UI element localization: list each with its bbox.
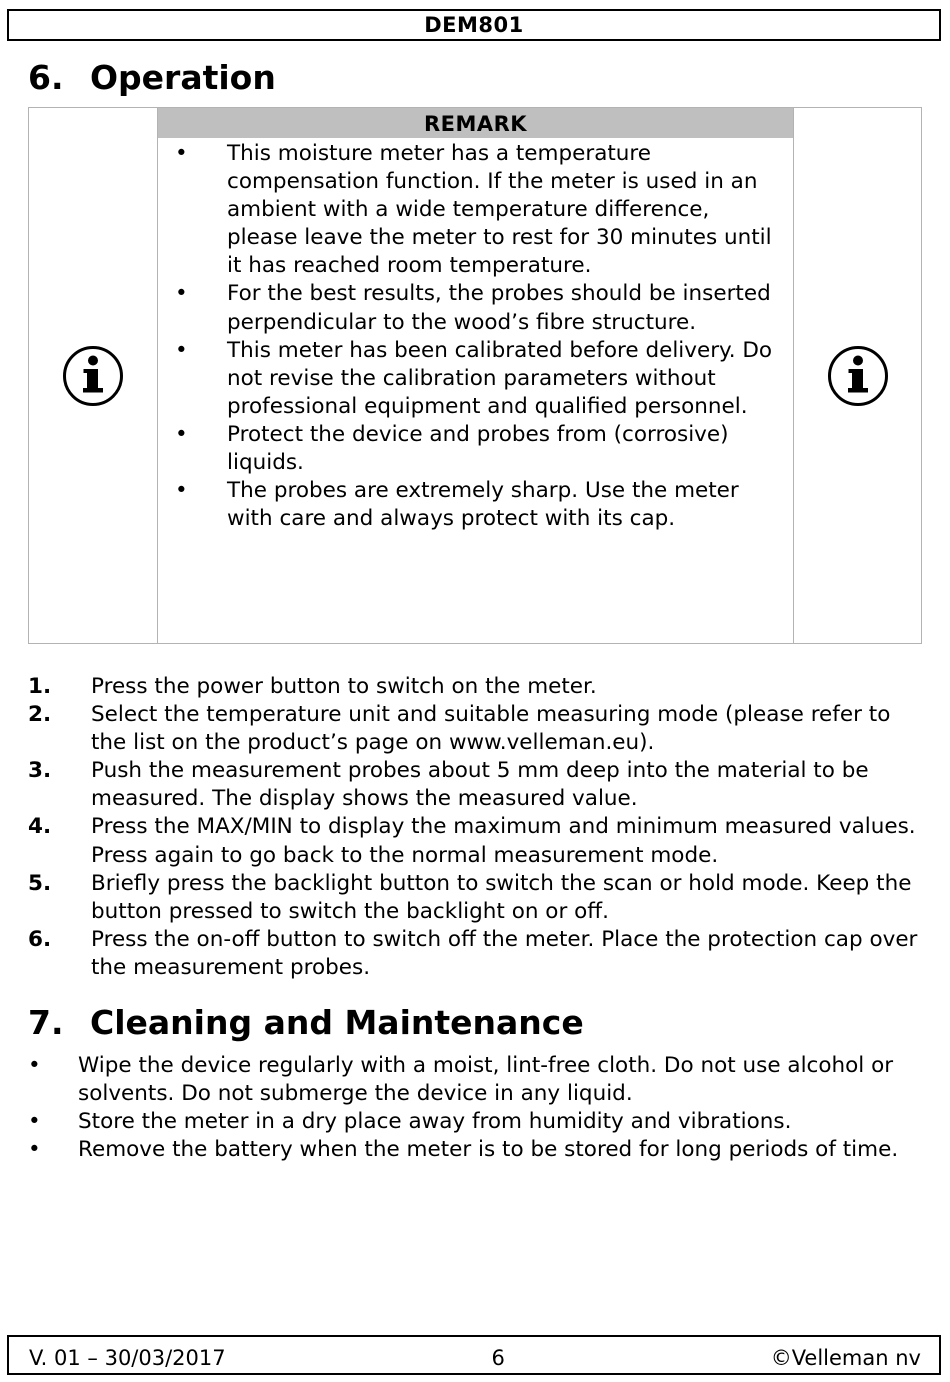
list-item: • This moisture meter has a temperature compensation function. If the meter is used in an ambient with a wide temperature difference, please leave the meter to rest for 30 minutes until it has reached room temperature. [175,141,772,279]
copyright: ©Velleman nv [770,1346,921,1370]
section-number: 6. [28,58,64,97]
info-circle-icon [61,344,125,408]
step-number: 5. [28,870,52,896]
operation-steps [28,673,928,982]
bullet: • [175,281,188,307]
model-name: DEM801 [424,13,524,37]
step-item: 4. Press the MAX/MIN to display the maximum and minimum measured values. Press again to go back to the normal measurement mode. [28,814,916,868]
step-number: 6. [28,926,52,952]
list-item: • The probes are extremely sharp. Use the meter with care and always protect with its cap. [175,478,739,532]
remark-content [158,108,793,643]
list-item: • Store the meter in a dry place away from humidity and vibrations. [28,1108,928,1136]
list-item: • Protect the device and probes from (corrosive) liquids. [175,421,729,476]
section-number: 7. [28,1003,64,1042]
step-number: 1. [28,674,52,699]
step-item: 6. Press the on-off button to switch off the meter. Place the protection cap over the measurement probes. [28,926,918,980]
step-item: 3. Push the measurement probes about 5 mm deep into the material to be measured. The display shows the measured value. [28,758,869,812]
maintenance-list [28,1052,928,1164]
section-title: Cleaning and Maintenance [90,1003,584,1042]
remark-box [28,107,922,644]
bullet: • [175,141,188,166]
bullet: • [175,478,188,504]
step-number: 3. [28,758,52,784]
list-item: • Remove the battery when the meter is to be stored for long periods of time. [28,1136,928,1164]
list-item: • This meter has been calibrated before delivery. Do not revise the calibration parameters without professional equipment and qualified personnel. [175,337,773,419]
step-item: 5. Briefly press the backlight button to switch the scan or hold mode. Keep the button pressed to switch the backlight on or off. [28,870,912,924]
remark-list [158,138,793,533]
page-number: 6 [491,1346,505,1370]
operation-heading [28,58,276,98]
bullet: • [28,1137,41,1163]
remark-right-cell [793,108,921,643]
remark-left-cell [29,108,158,643]
list-item: • For the best results, the probes should be inserted perpendicular to the wood’s fibre structure. [175,281,771,335]
step-item: 2. Select the temperature unit and suitable measuring mode (please refer to the list on the product’s page on www.velleman.eu). [28,702,891,756]
step-number: 4. [28,814,52,840]
bullet: • [175,337,188,363]
maintenance-heading [28,1003,584,1043]
info-circle-icon [826,344,890,408]
bullet: • [28,1053,41,1078]
bullet: • [175,421,188,447]
page-footer [7,1335,941,1375]
bullet: • [28,1109,41,1135]
remark-heading: REMARK [158,108,793,138]
version-date: V. 01 – 30/03/2017 [29,1346,226,1370]
step-item: 1. Press the power button to switch on the meter. [28,673,928,701]
list-item: • Wipe the device regularly with a moist, lint-free cloth. Do not use alcohol or solvents. Do not submerge the device in any liquid. [28,1053,894,1107]
section-title: Operation [90,58,276,97]
page-header [7,9,941,41]
step-number: 2. [28,702,52,728]
